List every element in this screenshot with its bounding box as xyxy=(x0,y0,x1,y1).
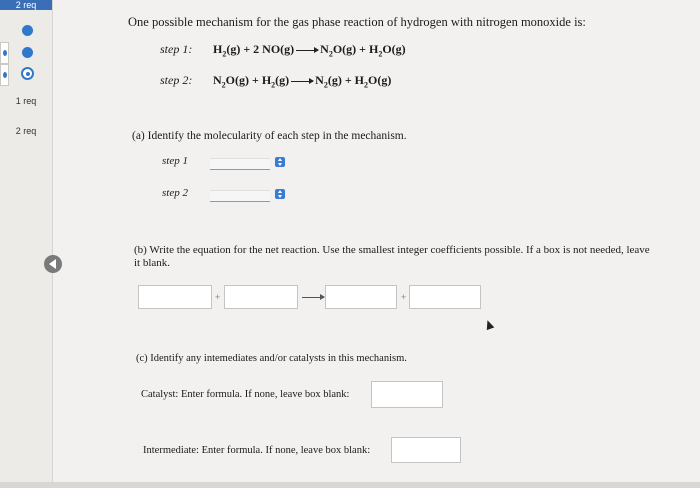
net-reactant-2-input[interactable] xyxy=(224,285,298,309)
part-indicator-2[interactable] xyxy=(0,42,52,64)
mechanism-step2-label: step 2: xyxy=(160,73,193,87)
part-a-prompt: (a) Identify the molecularity of each step in the mechanism. xyxy=(132,130,407,142)
step1-equation: $H_2(g) + 2$ NO(g) $N_2O(g) + H_2O(g)$ xyxy=(213,42,406,59)
current-ring-icon xyxy=(21,67,34,80)
net-reactant-1-input[interactable] xyxy=(138,285,212,309)
step2-select-arrows-icon[interactable] xyxy=(275,189,285,199)
part-b-prompt: (b) Write the equation for the net reaction. Use the smallest integer coefficients possible. If a box is not needed, leave it blank. xyxy=(134,244,650,269)
part-indicator-3[interactable] xyxy=(0,64,52,86)
intermediate-input[interactable] xyxy=(391,437,461,463)
plus-sign: + xyxy=(215,292,221,302)
step2-molecularity-select[interactable] xyxy=(210,190,270,202)
step2-equation: $N_2O(g) + H_2(g) N_2(g) + H_2O(g)$ xyxy=(213,73,392,90)
previous-arrow-button[interactable] xyxy=(44,255,62,273)
net-reaction-arrow-icon xyxy=(302,297,324,298)
mouse-cursor-icon xyxy=(484,319,495,330)
catalyst-label: Catalyst: Enter formula. If none, leave box blank: xyxy=(141,389,350,400)
net-product-1-input[interactable] xyxy=(325,285,397,309)
part-a-step1-label: step 1 xyxy=(162,155,188,167)
part-a-step2-label: step 2 xyxy=(162,187,188,199)
question-intro: One possible mechanism for the gas phase reaction of hydrogen with nitrogen monoxide is: xyxy=(128,15,586,29)
mechanism-step1-label: step 1: xyxy=(160,42,193,56)
intermediate-label: Intermediate: Enter formula. If none, leave box blank: xyxy=(143,445,371,456)
filled-dot-icon xyxy=(22,47,33,58)
part-indicator-1[interactable] xyxy=(0,20,52,42)
reaction-arrow-icon xyxy=(296,50,318,51)
side-tab-icon xyxy=(0,64,9,86)
question-sidebar xyxy=(0,0,53,488)
bottom-bar xyxy=(0,482,700,488)
side-tab-icon xyxy=(0,42,9,64)
filled-dot-icon xyxy=(22,25,33,36)
reaction-arrow-icon xyxy=(291,81,313,82)
step1-select-arrows-icon[interactable] xyxy=(275,157,285,167)
part-c-prompt: (c) Identify any intemediates and/or catalysts in this mechanism. xyxy=(136,353,407,364)
req-2-label: 2 req xyxy=(15,126,37,136)
net-product-2-input[interactable] xyxy=(409,285,481,309)
step1-molecularity-select[interactable] xyxy=(210,158,270,170)
plus-sign: + xyxy=(401,292,407,302)
req-1-label: 1 req xyxy=(15,96,37,106)
catalyst-input[interactable] xyxy=(371,381,443,408)
top-req-label: 2 req xyxy=(0,0,52,10)
